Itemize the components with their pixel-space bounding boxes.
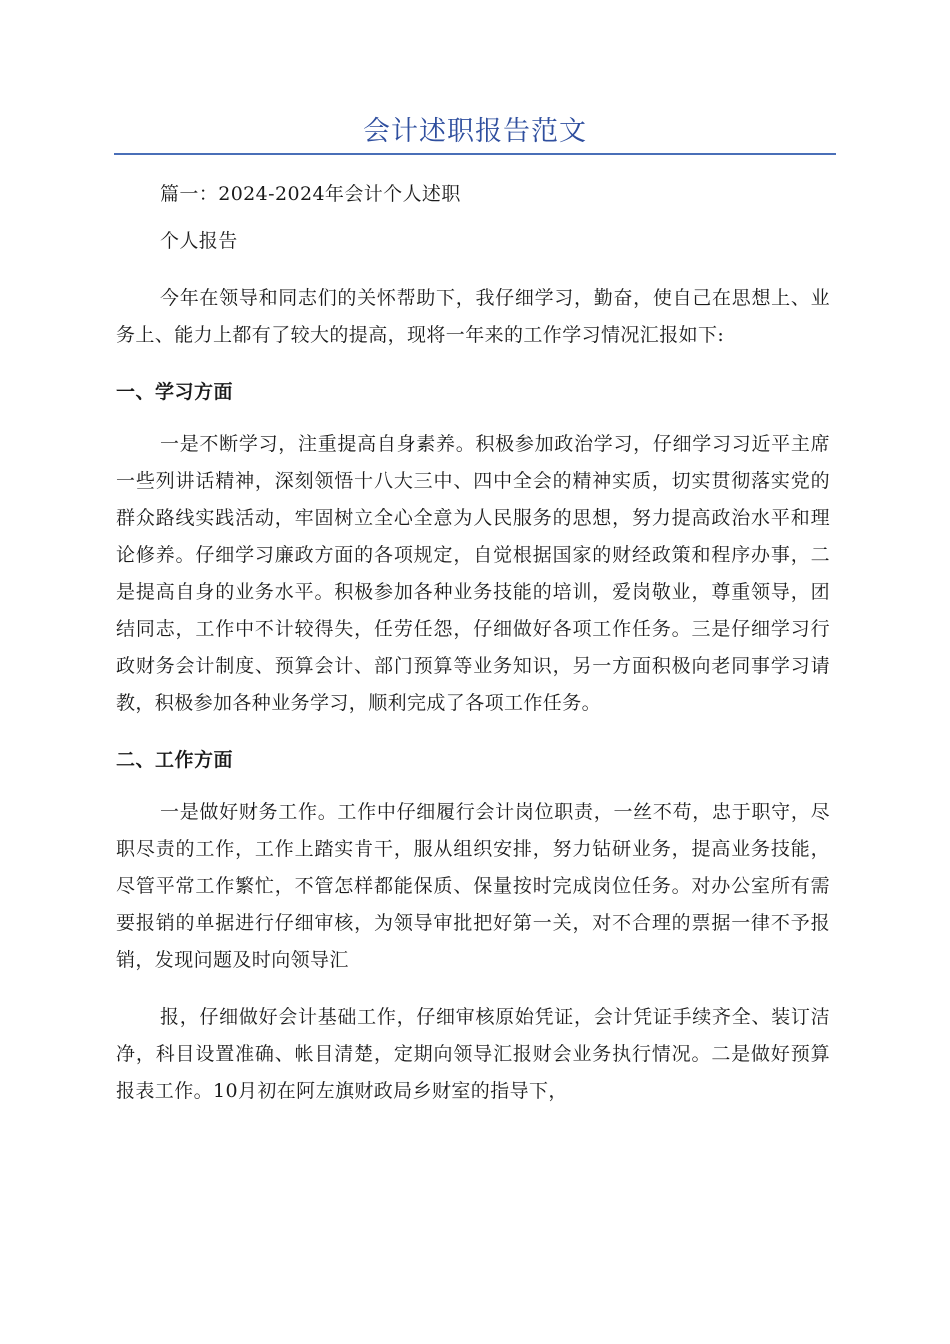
intro-paragraph: 今年在领导和同志们的关怀帮助下，我仔细学习，勤奋，使自己在思想上、业务上、能力上都有了较大的提高，现将一年来的工作学习情况汇报如下: bbox=[116, 287, 830, 346]
document-title: 会计述职报告范文 bbox=[363, 116, 587, 147]
section-heading-study: 一、学习方面 bbox=[116, 381, 234, 403]
work-paragraph-1: 一是做好财务工作。工作中仔细履行会计岗位职责，一丝不苟，忠于职守，尽职尽责的工作，工作上踏实肯干，服从组织安排，努力钻研业务，提高业务技能，尽管平常工作繁忙，不管怎样都能保质、保量按时完成岗位任务。对办公室所有需要报销的单据进行仔细审核，为领导审批把好第一关，对不合理的票据一律不予报销，发现问题及时向领导汇 bbox=[116, 801, 830, 971]
section-heading-work: 二、工作方面 bbox=[116, 749, 234, 771]
subtitle-line-2: 个人报告 bbox=[160, 230, 238, 252]
work-paragraph-2: 报，仔细做好会计基础工作，仔细审核原始凭证，会计凭证手续齐全、装订洁净，科目设置准确、帐目清楚，定期向领导汇报财会业务执行情况。二是做好预算报表工作。10月初在阿左旗财政局乡财室的指导下， bbox=[116, 1006, 830, 1102]
title-underline bbox=[114, 153, 836, 155]
document-body bbox=[116, 176, 830, 1130]
subtitle-line-1: 篇一：2024-2024年会计个人述职 bbox=[160, 183, 461, 205]
study-paragraph: 一是不断学习，注重提高自身素养。积极参加政治学习，仔细学习习近平主席一些列讲话精神，深刻领悟十八大三中、四中全会的精神实质，切实贯彻落实党的群众路线实践活动，牢固树立全心全意为人民服务的思想，努力提高政治水平和理论修养。仔细学习廉政方面的各项规定，自觉根据国家的财经政策和程序办事，二是提高自身的业务水平。积极参加各种业务技能的培训，爱岗敬业，尊重领导，团结同志，工作中不计较得失，任劳任怨，仔细做好各项工作任务。三是仔细学习行政财务会计制度、预算会计、部门预算等业务知识，另一方面积极向老同事学习请教，积极参加各种业务学习，顺利完成了各项工作任务。 bbox=[116, 433, 830, 714]
